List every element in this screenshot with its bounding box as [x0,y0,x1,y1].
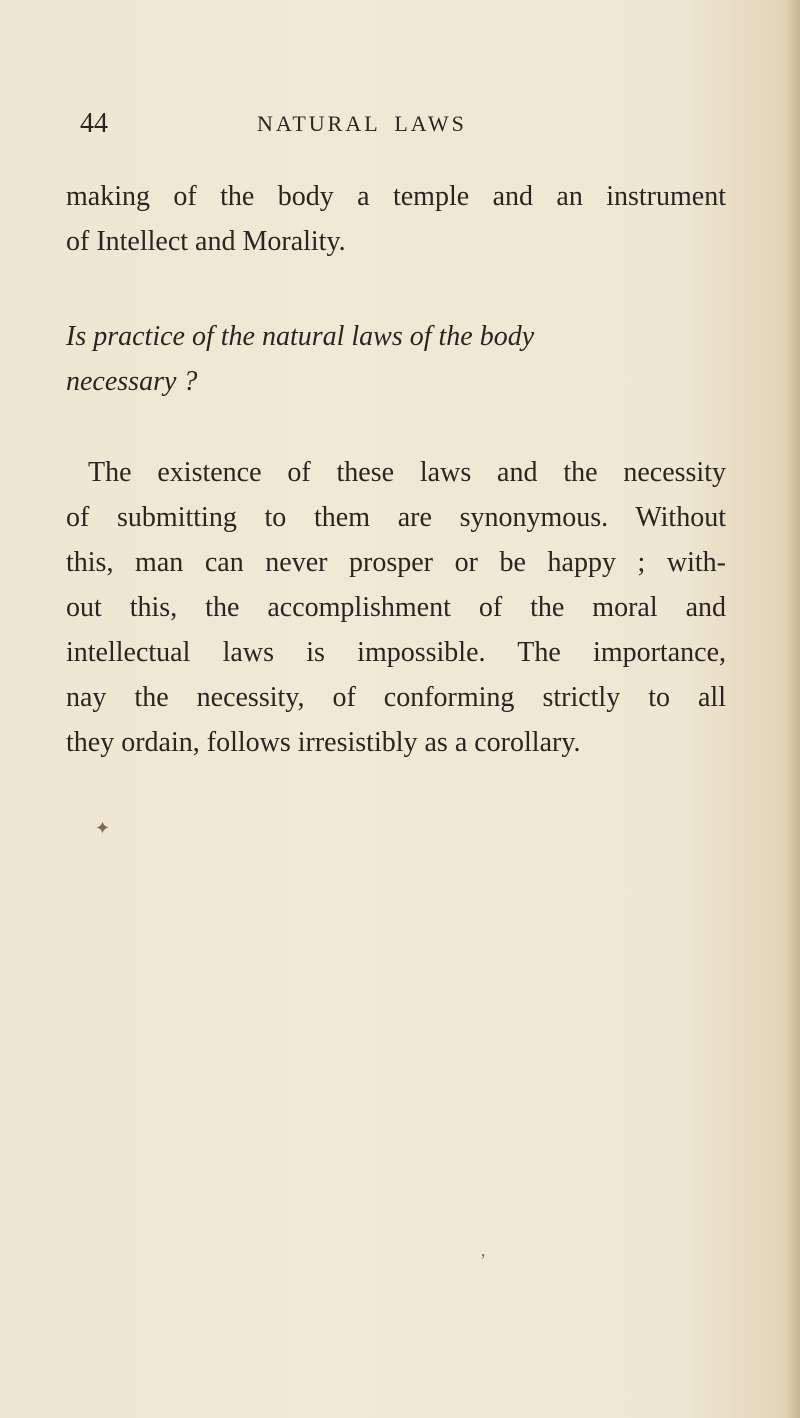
question-line: necessary ? [66,366,198,397]
paragraph-answer [66,450,726,765]
paragraph-continuation [66,174,726,264]
page-number: 44 [80,108,108,139]
page-edge-shadow [786,0,800,1418]
running-head: NATURAL LAWS [257,111,467,136]
text-line: intellectual laws is impossible. The importance, [66,637,726,668]
question-line: Is practice of the natural laws of the body [66,321,535,352]
text-line: out this, the accomplishment of the moral and [66,592,726,623]
text-line: of Intellect and Morality. [66,226,346,257]
ink-speck: ’ [480,1250,486,1270]
text-line: of submitting to them are synonymous. Without [66,502,726,533]
text-line: they ordain, follows irresistibly as a corollary. [66,727,581,758]
text-line: The existence of these laws and the necessity [88,457,726,488]
ink-speck: ✦ [95,818,111,838]
text-line: nay the necessity, of conforming strictly to all [66,682,726,713]
text-line: making of the body a temple and an instrument [66,181,726,212]
section-question [66,314,726,404]
text-line: this, man can never prosper or be happy ; with- [66,547,726,578]
